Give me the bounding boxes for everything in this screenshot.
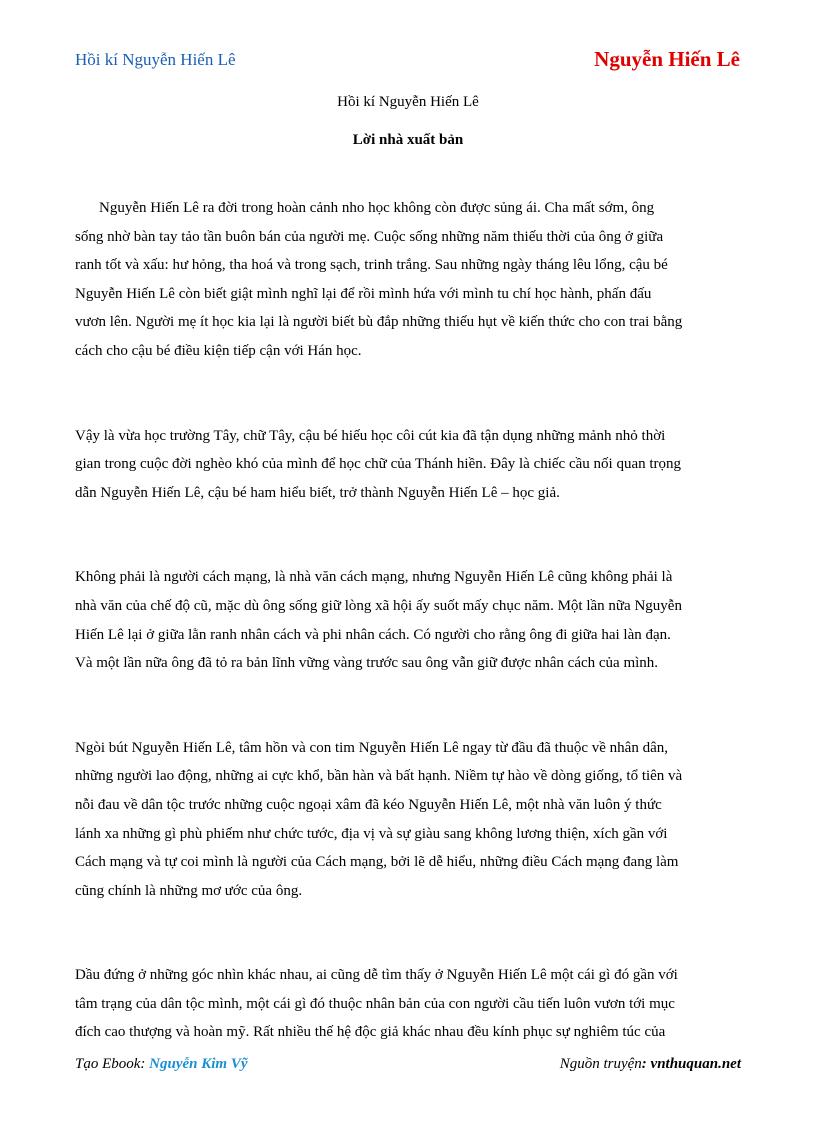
text-line: những người lao động, những ai cực khổ, bần hàn và bất hạnh. Niềm tự hào về dòng giống, tổ tiên và	[75, 768, 683, 785]
document-subtitle: Lời nhà xuất bản	[352, 132, 464, 148]
footer-ebook-credit	[75, 1056, 248, 1073]
body-text	[75, 194, 741, 1103]
text-line: nhà văn của chế độ cũ, mặc dù ông sống giữ lòng xã hội ấy suốt mấy chục năm. Một lần nữa Nguyễn	[75, 597, 682, 614]
footer-source-credit	[560, 1056, 741, 1073]
running-header-author: Nguyễn Hiến Lê	[594, 47, 740, 71]
text-line: Ngòi bút Nguyễn Hiến Lê, tâm hồn và con tim Nguyễn Hiến Lê ngay từ đầu đã thuộc về nhân dân,	[75, 739, 668, 756]
text-line: Và một lần nữa ông đã tỏ ra bản lĩnh vững vàng trước sau ông vẫn giữ được nhân cách của mình.	[75, 655, 659, 672]
paragraph-5	[75, 961, 741, 1047]
text-line: dẫn Nguyễn Hiến Lê, cậu bé ham hiểu biết, trở thành Nguyễn Hiến Lê – học giả.	[75, 484, 560, 501]
text-line: đích cao thượng và hoàn mỹ. Rất nhiều thế hệ độc giả khác nhau đều kính phục sự nghiêm túc của	[75, 1024, 666, 1041]
footer-source-site: vnthuquan.net	[650, 1056, 741, 1072]
footer-ebook-separator: :	[140, 1056, 150, 1072]
text-line: Vậy là vừa học trường Tây, chữ Tây, cậu bé hiếu học côi cút kia đã tận dụng những mảnh nhỏ thời	[75, 427, 666, 444]
text-line: cách cho cậu bé điều kiện tiếp cận với Hán học.	[75, 342, 362, 359]
text-line: Nguyễn Hiến Lê còn biết giật mình nghĩ lại để rồi mình hứa với mình tu chí học hành, phấn đấu	[75, 285, 652, 302]
text-line: tâm trạng của dân tộc mình, một cái gì đó thuộc nhân bản của con người cầu tiến luôn vươn tới mục	[75, 995, 675, 1012]
text-line: gian trong cuộc đời nghèo khó của mình để học chữ của Thánh hiền. Đây là chiếc cầu nối quan trọng	[75, 456, 682, 473]
text-line: Không phải là người cách mạng, là nhà văn cách mạng, nhưng Nguyễn Hiến Lê cũng không phải là	[75, 569, 673, 586]
footer-ebook-name: Nguyễn Kim Vỹ	[149, 1056, 248, 1072]
text-line: cũng chính là những mơ ước của ông.	[75, 882, 303, 899]
paragraph-2	[75, 422, 741, 508]
footer-source-label: Nguồn truyện	[559, 1056, 642, 1072]
text-line: ranh tốt và xấu: hư hỏng, tha hoá và trong sạch, trinh trắng. Sau những ngày tháng lêu lổng, cậu bé	[75, 257, 668, 274]
text-line: Hiến Lê lại ở giữa lằn ranh nhân cách và phi nhân cách. Có người cho rằng ông đi giữa hai làn đạn.	[75, 626, 671, 643]
text-line: Dầu đứng ở những góc nhìn khác nhau, ai cũng dễ tìm thấy ở Nguyễn Hiến Lê một cái gì đó gần với	[75, 967, 678, 984]
footer-ebook-label: Tạo Ebook	[75, 1056, 141, 1072]
paragraph-3	[75, 563, 741, 677]
running-header-title: Hồi kí Nguyễn Hiến Lê	[75, 50, 236, 69]
text-line: nỗi đau về dân tộc trước những cuộc ngoại xâm đã kéo Nguyễn Hiến Lê, một nhà văn luôn ý thức	[75, 796, 662, 813]
document-title: Hồi kí Nguyễn Hiến Lê	[337, 94, 479, 110]
text-line: vươn lên. Người mẹ ít học kia lại là người biết bù đắp những thiếu hụt về kiến thức cho con trai bằng	[75, 314, 683, 331]
footer-source-separator: :	[641, 1056, 651, 1072]
paragraph-1	[75, 194, 741, 366]
text-line: lánh xa những gì phù phiếm như chức tước, địa vị và sự giàu sang không lương thiện, xích gần với	[75, 825, 668, 842]
text-line: Cách mạng và tự coi mình là người của Cách mạng, bởi lẽ dễ hiểu, những điều Cách mạng đang làm	[75, 854, 679, 871]
paragraph-4	[75, 734, 741, 906]
text-line: Nguyễn Hiến Lê ra đời trong hoàn cảnh nho học không còn được sủng ái. Cha mất sớm, ông	[99, 200, 655, 216]
text-line: sống nhờ bàn tay tảo tần buôn bán của người mẹ. Cuộc sống những năm thiếu thời của ông ở giữa	[75, 228, 664, 245]
